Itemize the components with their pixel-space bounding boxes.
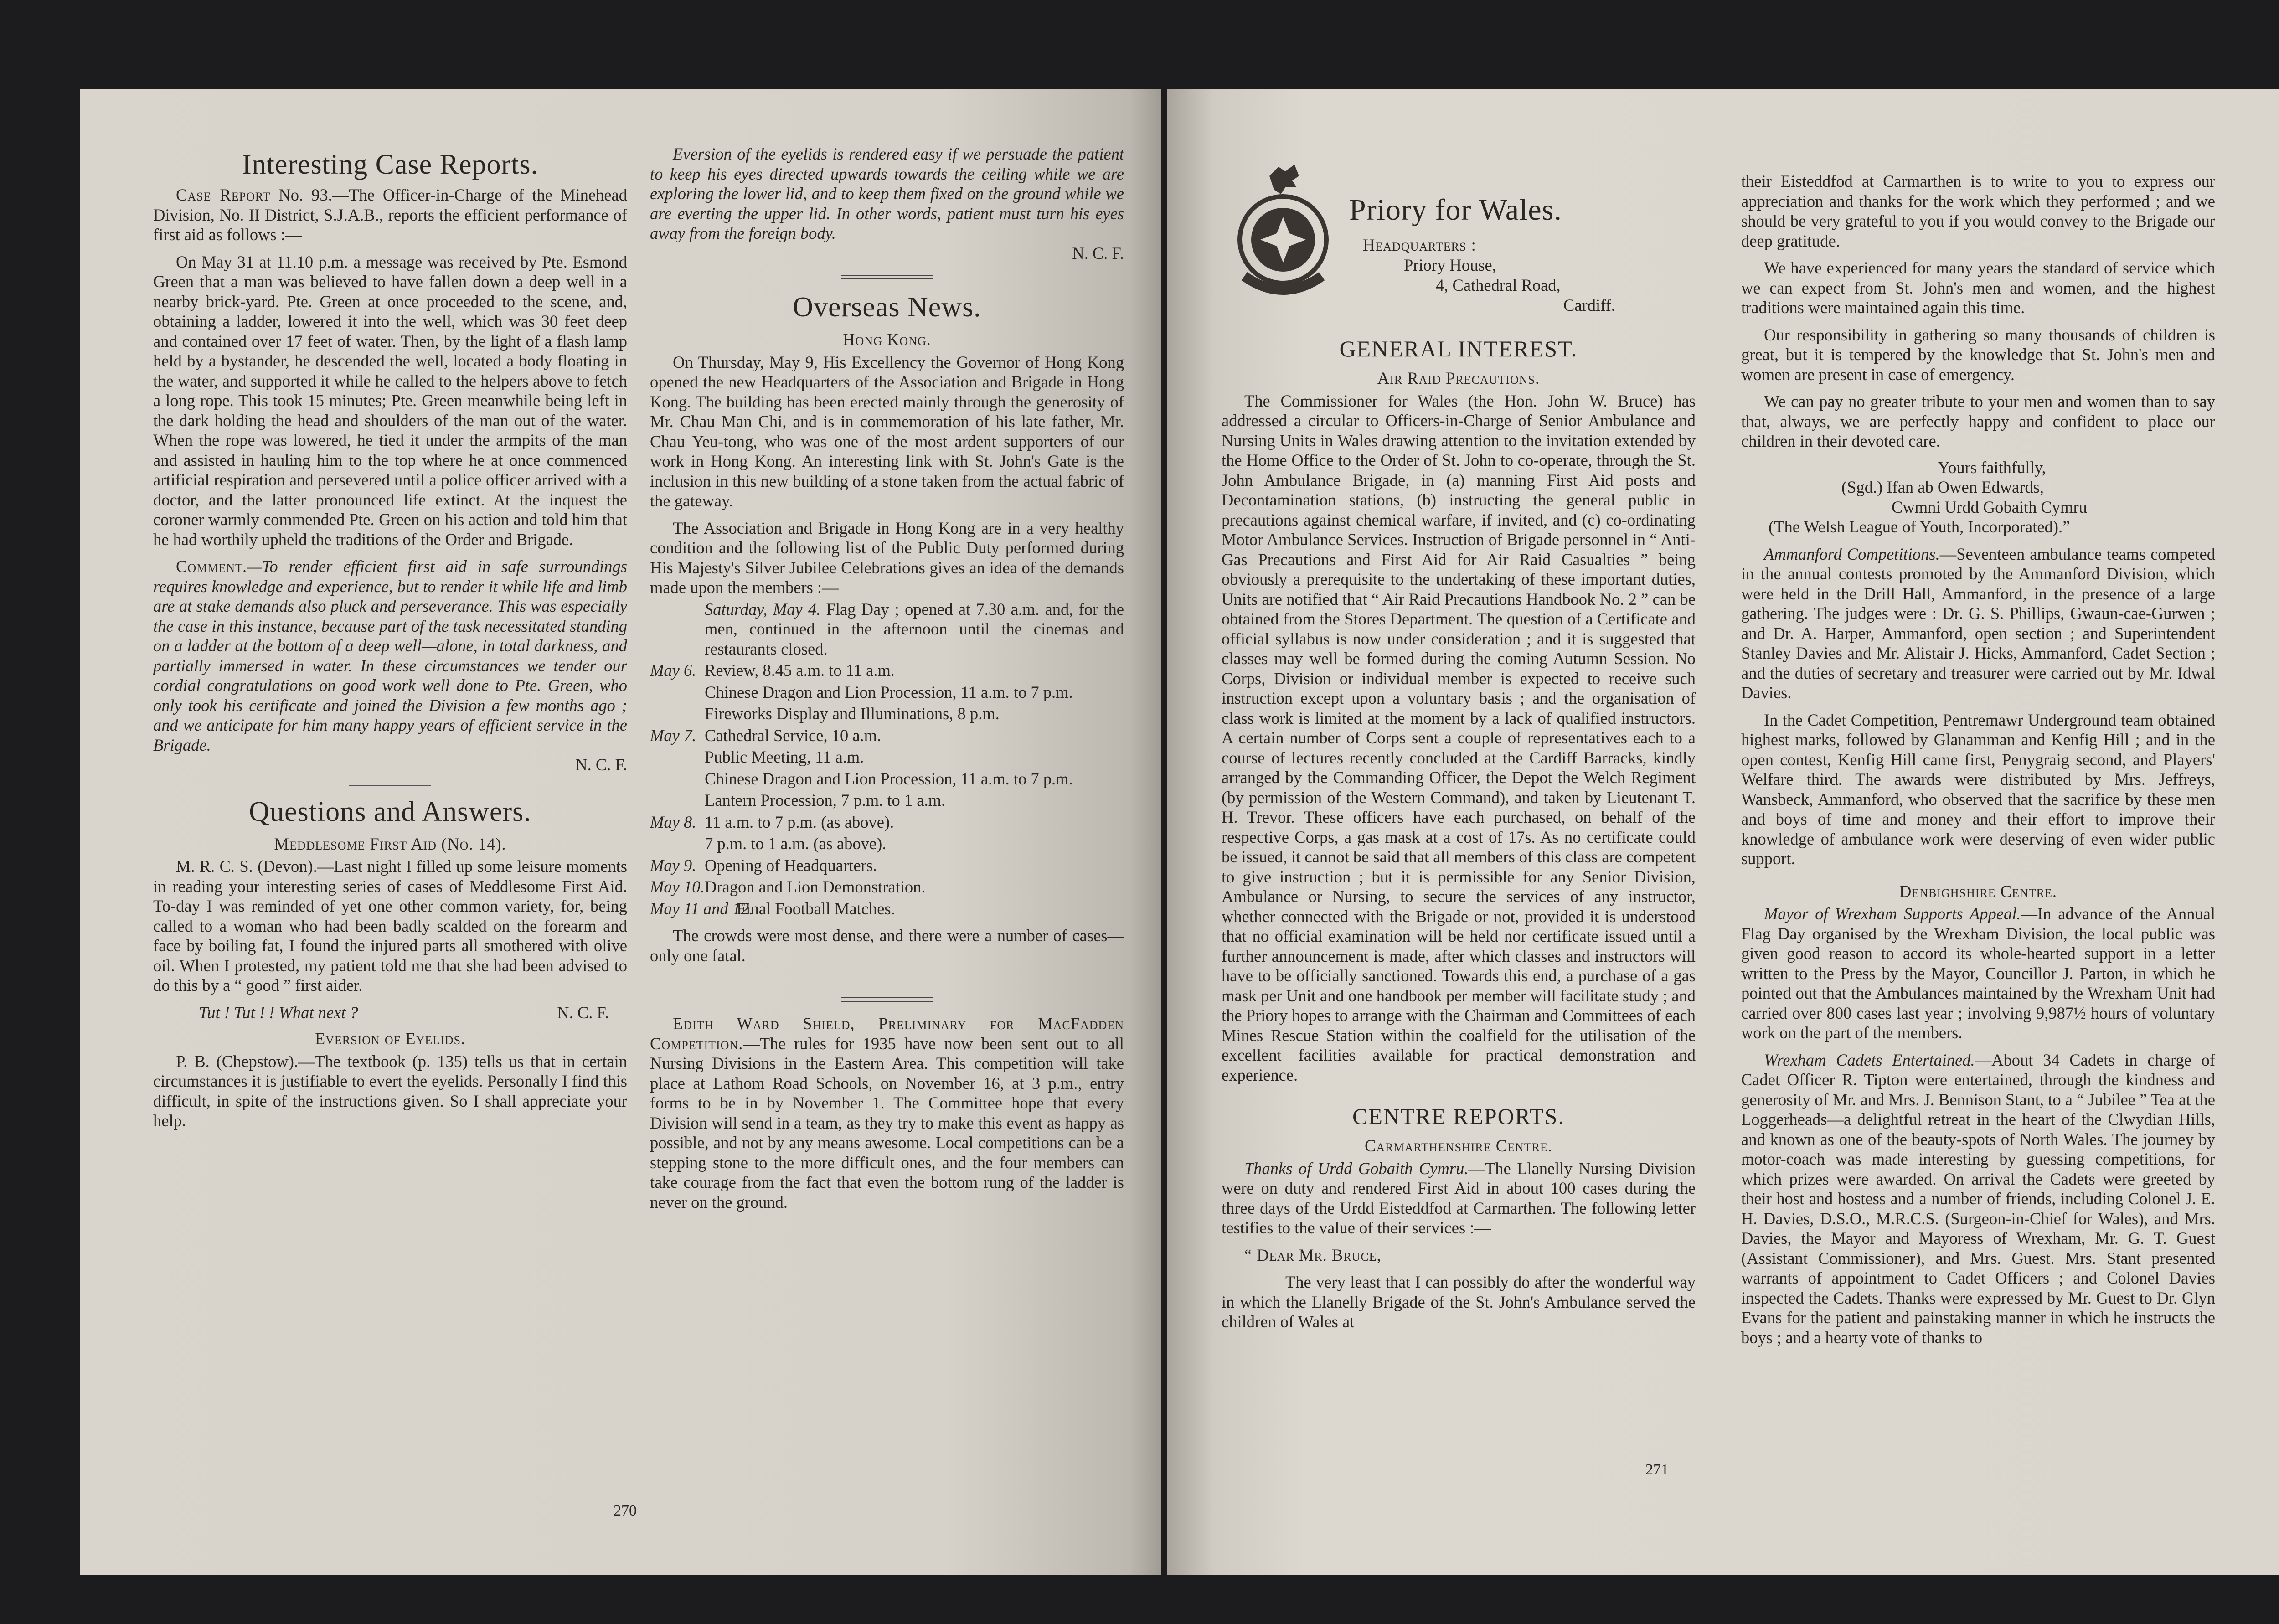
qa-title: Questions and Answers. <box>249 796 531 827</box>
schedule-item: Lantern Procession, 7 p.m. to 1 a.m. <box>705 791 946 809</box>
schedule-item: 7 p.m. to 1 a.m. (as above). <box>705 834 887 853</box>
mayor-paragraph: Mayor of Wrexham Supports Appeal.—In advance of the Annual Flag Day organised by the Wrexham Division, the local public was given good reason to accord its whole-hearted support in a letter written to the Press by the Mayor, Councillor J. Parton, in which he pointed out that the Ambulances maintained by the Wrexham Unit had carried over 800 cases last year ; involving 9,987½ hours of voluntary work on the part of the members. <box>1741 904 2215 1042</box>
priory-header <box>1349 194 1668 315</box>
arp-subtitle: Air Raid Precautions. <box>1377 369 1540 387</box>
denbighshire-subtitle: Denbighshire Centre. <box>1899 882 2057 901</box>
letter-start: The very least that I can possibly do after the wonderful way in which the Llanelly Brigade of the St. John's Ambulance served the children of Wales at <box>1222 1273 1696 1331</box>
wrexham-cadets-paragraph: Wrexham Cadets Entertained.—About 34 Cadets in charge of Cadet Officer R. Tipton were entertained, through the kindness and generosity of Mr. and Mrs. J. Bennison Stant, to a “ Jubilee ” Tea at the Loggerheads—a delightful retreat in the heart of the Clwydian Hills, and known as one of the beauty-spots of North Wales. The journey by motor-coach was made interesting by guessing competitions, for which prizes were awarded. On arrival the Cadets were greeted by their host and hostess and a number of friends, including Colonel J. E. H. Davies, D.S.O., M.R.C.S. (Surgeon-in-Chief for Wales), and Mrs. Davies, the Mayor and Mayoress of Wrexham, Mr. G. T. Guest (Assistant Commissioner), and Mrs. Guest. Mrs. Stant presented warrants of appointment to Cadet Officers ; and Colonel Davies inspected the Cadets. Thanks were expressed by Mr. Guest to Dr. Glyn Evans for the patient and painstaking manner in which he instructs the boys ; and a hearty vote of thanks to <box>1741 1050 2216 1347</box>
qa-question-2: P. B. (Chepstow).—The textbook (p. 135) tells us that in certain circumstances it is justifiable to evert the eyelids. Personally I find this difficult, in spite of the instructions given. So I shall appreciate your help. <box>153 1052 627 1130</box>
schedule-item: Fireworks Display and Illuminations, 8 p.m. <box>705 704 1000 723</box>
eversion-signature: N. C. F. <box>1072 243 1124 263</box>
right-page <box>1167 89 2279 1575</box>
left-column-2 <box>650 144 1124 1212</box>
qa-question-1: M. R. C. S. (Devon).—Last night I filled up some leisure moments in reading your interesting series of cases of Meddlesome First Aid. To-day I was reminded of yet one other common variety, for, being called to a woman who had been badly scalded on the forearm and face by boiling fat, I found the injured parts all smothered with olive oil. When I protested, my patient told me that she had been advised to do this by a “ good ” first aider. <box>153 857 627 995</box>
priory-title: Priory for Wales. <box>1349 193 1562 227</box>
hq-label: Headquarters : <box>1363 236 1476 254</box>
case-reports-title: Interesting Case Reports. <box>242 149 539 180</box>
overseas-title: Overseas News. <box>793 292 981 323</box>
schedule-list <box>650 599 1124 919</box>
address-line-3: Cardiff. <box>1563 296 1615 314</box>
section-divider <box>349 785 431 786</box>
ammanford-paragraph: Ammanford Competitions.—Seventeen ambulance teams competed in the annual contests promoted by the Ammanford Division, which were held in the Drill Hall, Ammanford, in the presence of a large gathering. The judges were : Dr. G. S. Phillips, Gwaun-cae-Gurwen ; and Dr. A. Harper, Ammanford, open section ; and Superintendent Stanley Davies and Mr. Alistair J. Hicks, Ammanford, Cadet Section ; and the duties of secretary and treasurer were carried out by Mr. Idwal Davies. <box>1741 544 2215 702</box>
letter-signature-org2: (The Welsh League of Youth, Incorporated).” <box>1769 517 2070 536</box>
letter-yours: Yours faithfully, <box>1938 458 2046 477</box>
letter-p2: We have experienced for many years the standard of service which we can expect from St. John's men and women, and the highest traditions were maintained again this time. <box>1741 258 2215 317</box>
schedule-item: May 11 and 12. Final Football Matches. <box>650 899 895 918</box>
eversion-answer: Eversion of the eyelids is rendered easy if we persuade the patient to keep his eyes directed upwards towards the ceiling while we are exploring the lower lid, and to keep them fixed on the ground while we are everting the upper lid. In other words, patient must turn his eyes away from the foreign body. <box>650 144 1124 242</box>
case-report-signature: N. C. F. <box>575 755 627 774</box>
overseas-subtitle: Hong Kong. <box>843 330 931 349</box>
letter-p4: We can pay no greater tribute to your men and women than to say that, always, we are perfectly happy and confident to place our children in their devoted care. <box>1741 392 2215 450</box>
cadet-paragraph: In the Cadet Competition, Pentremawr Underground team obtained highest marks, followed by Glanamman and Kenfig Hill ; and in the open contest, Kenfig Hill came first, Penygraig second, and Players' Welfare third. The awards were distributed by Mrs. Jeffreys, Wansbeck, Ammanford, who observed that the sacrifice by these men and boys of time and money and their effort to improve their knowledge of ambulance work were deserving of even wider public support. <box>1741 710 2215 868</box>
qa-subtitle: Meddlesome First Aid (No. 14). <box>274 834 506 853</box>
left-column-1 <box>153 144 627 1131</box>
case-report-body: On May 31 at 11.10 p.m. a message was received by Pte. Esmond Green that a man was believed to have fallen down a deep well in a nearby brick-yard. Pte. Green at once proceeded to the scene, and, obtaining a ladder, lowered it into the well, which was 30 feet deep and contained over 17 feet of water. Then, by the light of a flash lamp held by a bystander, he descended the well, located a body floating in the water, and supported it while he called to the helpers above to fetch a long rope. This took 15 minutes; Pte. Green meanwhile being left in the dark holding the head and shoulders of the man out of the water. When the rope was lowered, he tied it under the armpits of the man and assisted in hauling him to the top where he at once commenced artificial respiration and persevered until a police officer arrived with a doctor, and the latter pronounced life extinct. At the inquest the coroner warmly commended Pte. Green on his action and told him that he had worthily upheld the traditions of the Order and Brigade. <box>153 252 627 549</box>
section-divider <box>841 275 933 279</box>
case-report-intro: Case Report No. 93.—The Officer-in-Charge of the Minehead Division, No. II District, S.J.A.B., reports the efficient performance of first aid as follows :— <box>153 186 627 244</box>
letter-salutation: “ Dear Mr. Bruce, <box>1244 1245 1382 1264</box>
left-page <box>80 89 1161 1575</box>
overseas-p3: The crowds were most dense, and there were a number of cases—only one fatal. <box>650 926 1124 965</box>
letter-p3: Our responsibility in gathering so many thousands of children is great, but it is tempered by the knowledge that St. John's men and women are present in case of emergency. <box>1741 325 2215 384</box>
priory-crest-icon <box>1226 158 1340 308</box>
schedule-item: Public Meeting, 11 a.m. <box>705 748 864 766</box>
overseas-p2: The Association and Brigade in Hong Kong are in a very healthy condition and the following list of the Public Duty performed during His Majesty's Silver Jubilee Celebrations gives an idea of the demands made upon the members :— <box>650 518 1124 597</box>
centre-reports-title: CENTRE REPORTS. <box>1352 1103 1565 1129</box>
overseas-p1: On Thursday, May 9, His Excellency the Governor of Hong Kong opened the new Headquarters of the Association and Brigade in Hong Kong. The building has been erected mainly through the generosity of Mr. Chau Man Chi, and is in commemoration of his late father, Mr. Chau Yeu-tong, who was one of the most ardent supporters of our work in Hong Kong. An interesting link with St. John's Gate is the inclusion in this new building of a stone taken from the actual fabric of the gateway. <box>650 352 1124 510</box>
qa-subtitle-2: Eversion of Eyelids. <box>315 1029 466 1048</box>
letter-continued: their Eisteddfod at Carmarthen is to write to you to express our appreciation and thanks for the work which they performed ; and we should be very grateful to you if you would convey to the Brigade our deep gratitude. <box>1741 172 2215 250</box>
qa-answer-1: Tut ! Tut ! ! What next ? N. C. F. <box>199 1003 609 1022</box>
arp-body: The Commissioner for Wales (the Hon. John W. Bruce) has addressed a circular to Officers-in-Charge of Senior Ambulance and Nursing Units in Wales drawing attention to the invitation extended by the Home Office to the Order of St. John to co-operate, through the St. John Ambulance Brigade, in (a) manning First Aid posts and Decontamination stations, (b) instructing the general public in precautions against chemical warfare, if invited, and (c) co-ordinating Motor Ambulance Services. Instruction of Brigade personnel in “ Anti-Gas Precautions and First Aid for Air Raid Casualties ” being obviously a prerequisite to the undertaking of these important duties, Units are notified that “ Air Raid Precautions Handbook No. 2 ” can be obtained from the Stores Department. The question of a Certificate and official syllabus is now under consideration ; and it is suggested that classes may well be formed during the coming Autumn Session. No Corps, Division or individual member is expected to receive such instruction except upon a voluntary basis ; and the organisation of class work is limited at the moment by a lack of qualified instructors. A certain number of Corps sent a couple of representatives each to a course of lectures recently concluded at the Cardiff Barracks, kindly arranged by the Commanding Officer, the Depot the Welch Regiment (by permission of the Western Command), and taken by Lieutenant T. H. Trevor. These officers have each purchased, on behalf of the respective Corps, a gas mask at a cost of 17s. As no certificate could be issued, it cannot be said that all members of this class are competent to give instruction ; but it is permissible for any Senior Division, Ambulance or Nursing, to secure the services of any instructor, whether connected with the Brigade or not, provided it is understood that no official examination will be held nor certificate issued until a further announcement is made, after which classes and instructors will have to be officially sanctioned. Towards this end, a purchase of a gas mask per Unit and one handbook per member will facilitate study ; and the Priory hopes to arrange with the Chairman and Committees of each Mines Rescue Station within the coalfield for the utilisation of the excellent facilities available for practical demonstration and experience. <box>1222 391 1696 1084</box>
address-line-1: Priory House, <box>1404 256 1496 274</box>
schedule-item: May 8. 11 a.m. to 7 p.m. (as above). <box>650 812 894 831</box>
address-line-2: 4, Cathedral Road, <box>1436 276 1561 294</box>
schedule-item: Chinese Dragon and Lion Procession, 11 a.m. to 7 p.m. <box>705 682 1073 701</box>
page-number-left: 270 <box>614 1502 637 1519</box>
schedule-item: May 6. Review, 8.45 a.m. to 11 a.m. <box>650 661 895 680</box>
letter-signature: (Sgd.) Ifan ab Owen Edwards, <box>1841 478 2044 496</box>
thanks-paragraph: Thanks of Urdd Gobaith Cymru.—The Llanelly Nursing Division were on duty and rendered First Aid in about 100 cases during the three days of the Urdd Eisteddfod at Carmarthen. The following letter testifies to the value of their services :— <box>1222 1159 1696 1237</box>
schedule-item: May 7. Cathedral Service, 10 a.m. <box>650 726 882 745</box>
schedule-item: Chinese Dragon and Lion Procession, 11 a.m. to 7 p.m. <box>705 769 1073 788</box>
letter-signature-org: Cwmni Urdd Gobaith Cymru <box>1892 497 2087 516</box>
section-divider <box>841 997 933 1002</box>
schedule-item: May 9. Opening of Headquarters. <box>650 856 877 875</box>
schedule-item: Saturday, May 4. Flag Day ; opened at 7.30 a.m. and, for the men, continued in the afternoon until the cinemas and restaurants closed. <box>705 599 1124 658</box>
right-column-1 <box>1222 331 1696 1332</box>
carmarthenshire-subtitle: Carmarthenshire Centre. <box>1365 1136 1552 1155</box>
edith-ward-shield: Edith Ward Shield, Preliminary for MacFadden Competition.—The rules for 1935 have now been sent out to all Nursing Divisions in the Eastern Area. This competition will take place at Lathom Road Schools, on November 16, at 3 p.m., entry forms to be in by November 1. The Committee hope that every Division will send in a team, as they try to make this event as happy as possible, and not by any means awesome. Local competitions can be a stepping stone to the more difficult ones, and the four members can take courage from the fact that even the bottom rung of the ladder is never on the ground. <box>650 1014 1124 1212</box>
case-report-comment: Comment.—To render efficient first aid in safe surroundings requires knowledge and experience, but to render it while life and limb are at stake demands also pluck and perseverance. This was especially the case in this instance, because part of the task necessitated standing on a ladder at the bottom of a deep well—alone, in total darkness, and partially immersed in water. In these circumstances we tender our cordial congratulations on good work well done to Pte. Green, who only took his certificate and joined the Division a few months ago ; and we anticipate for him many happy years of efficient service in the Brigade. <box>153 557 627 754</box>
schedule-item: May 10. Dragon and Lion Demonstration. <box>650 877 926 896</box>
page-number-right: 271 <box>1645 1461 1669 1478</box>
right-column-2 <box>1741 171 2215 1347</box>
general-interest-title: GENERAL INTEREST. <box>1339 336 1578 361</box>
